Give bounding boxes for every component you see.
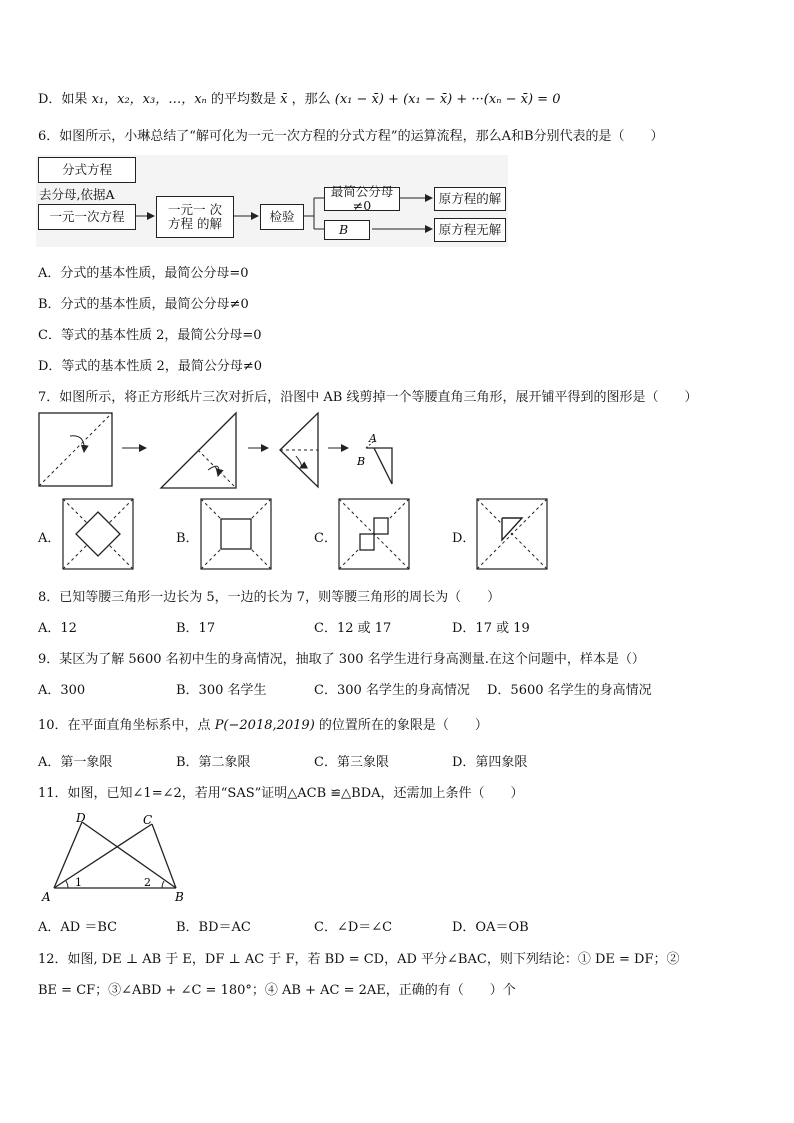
q5-variables: x₁，x₂，x₃，…，xₙ bbox=[91, 92, 207, 107]
q8-stem: 8．已知等腰三角形一边长为 5，一边的长为 7，则等腰三角形的周长为（ ） bbox=[38, 590, 501, 605]
q11-option-d: D．OA＝OB bbox=[452, 920, 529, 935]
q11-triangle-figure bbox=[40, 808, 190, 906]
q7-stem: 7．如图所示，将正方形纸片三次对折后，沿图中 AB 线剪掉一个等腰直角三角形，展开铺平得到的图形是（ ） bbox=[38, 390, 698, 405]
q5-formula: (x₁ − x̄) + (x₁ − x̄) + ···(xₙ − x̄) = 0 bbox=[334, 92, 561, 107]
flow-cond2-box: B bbox=[324, 220, 370, 240]
q6-option-d: D．等式的基本性质 2，最简公分母≠0 bbox=[38, 359, 262, 374]
flow-result1-box: 原方程的解 bbox=[434, 187, 506, 211]
flow-start-box: 分式方程 bbox=[38, 157, 136, 183]
q7-option-c-figure bbox=[338, 498, 410, 570]
q8-option-a: A．12 bbox=[38, 621, 77, 636]
q10-option-c: C．第三象限 bbox=[314, 755, 389, 770]
q7-option-b-label: B． bbox=[176, 531, 199, 546]
q6-option-b: B．分式的基本性质，最简公分母≠0 bbox=[38, 297, 249, 312]
q6-flowchart bbox=[36, 155, 508, 247]
q7-option-d-figure bbox=[476, 498, 548, 570]
q11-option-a: A．AD ＝BC bbox=[38, 920, 118, 935]
flow-step2-box: 一元一 次 方程 的解 bbox=[156, 196, 234, 238]
q7-point-b: B bbox=[357, 455, 366, 468]
q8-option-c: C．12 或 17 bbox=[314, 621, 392, 636]
q11-label-b: B bbox=[175, 890, 184, 904]
q11-label-d: D bbox=[76, 811, 86, 825]
q5-mean: x̄ bbox=[280, 92, 288, 107]
flow-cond1-box: 最简公分母≠0 bbox=[324, 187, 400, 211]
q11-stem: 11．如图，已知∠1=∠2，若用“SAS”证明△ACB ≌△BDA，还需加上条件（ ） bbox=[38, 786, 524, 801]
q6-option-a: A．分式的基本性质，最简公分母=0 bbox=[38, 266, 249, 281]
q7-option-d-label: D． bbox=[452, 531, 476, 546]
q8-option-d: D．17 或 19 bbox=[452, 621, 530, 636]
q10-option-b: B．第二象限 bbox=[176, 755, 251, 770]
q10-option-d: D．第四象限 bbox=[452, 755, 528, 770]
q7-folding-diagram bbox=[36, 408, 406, 492]
flow-step1-box: 一元一次方程 bbox=[38, 204, 136, 230]
flow-step-label: 去分母,依据A bbox=[39, 187, 115, 202]
flow-result2-box: 原方程无解 bbox=[434, 218, 506, 242]
q11-option-b: B．BD＝AC bbox=[176, 920, 251, 935]
q7-point-a: A bbox=[369, 432, 377, 445]
q9-option-b: B．300 名学生 bbox=[176, 683, 267, 698]
q6-stem: 6．如图所示，小琳总结了“解可化为一元一次方程的分式方程”的运算流程，那么A和B分别代表的是（ ） bbox=[38, 129, 664, 144]
q10-stem: 10．在平面直角坐标系中，点 P(−2018,2019) 的位置所在的象限是（ ） bbox=[38, 718, 488, 733]
q11-label-a: A bbox=[42, 890, 51, 904]
q7-option-c-label: C． bbox=[314, 531, 337, 546]
q11-label-c: C bbox=[143, 813, 153, 827]
q8-option-b: B．17 bbox=[176, 621, 216, 636]
q7-option-a-label: A． bbox=[38, 531, 61, 546]
q11-angle-1: 1 bbox=[75, 876, 82, 889]
q9-option-c: C．300 名学生的身高情况 bbox=[314, 683, 470, 698]
q12-line2: BE = CF；③∠ABD + ∠C = 180°；④ AB + AC = 2AE，正确的有（ ）个 bbox=[38, 983, 516, 998]
q10-option-a: A．第一象限 bbox=[38, 755, 113, 770]
flow-check-box: 检验 bbox=[260, 204, 304, 230]
q9-option-d: D．5600 名学生的身高情况 bbox=[487, 683, 652, 698]
q11-option-c: C．∠D＝∠C bbox=[314, 920, 393, 935]
q12-line1: 12．如图, DE ⊥ AB 于 E，DF ⊥ AC 于 F，若 BD = CD，AD 平分∠BAC，则下列结论：① DE = DF；② bbox=[38, 952, 680, 967]
q11-angle-2: 2 bbox=[144, 876, 151, 889]
q6-option-c: C．等式的基本性质 2，最简公分母=0 bbox=[38, 328, 262, 343]
q7-option-a-figure bbox=[62, 498, 134, 570]
q5-option-d: D．如果 x₁，x₂，x₃，…，xₙ 的平均数是 x̄ ，那么 (x₁ − x̄) + (x₁ − x̄) + ···(xₙ − x̄) = 0 bbox=[38, 92, 561, 107]
q10-point: P(−2018,2019) bbox=[214, 718, 315, 733]
q9-option-a: A．300 bbox=[38, 683, 86, 698]
q9-stem: 9．某区为了解 5600 名初中生的身高情况，抽取了 300 名学生进行身高测量.在这个问题中，样本是（） bbox=[38, 652, 645, 667]
q7-option-b-figure bbox=[200, 498, 272, 570]
